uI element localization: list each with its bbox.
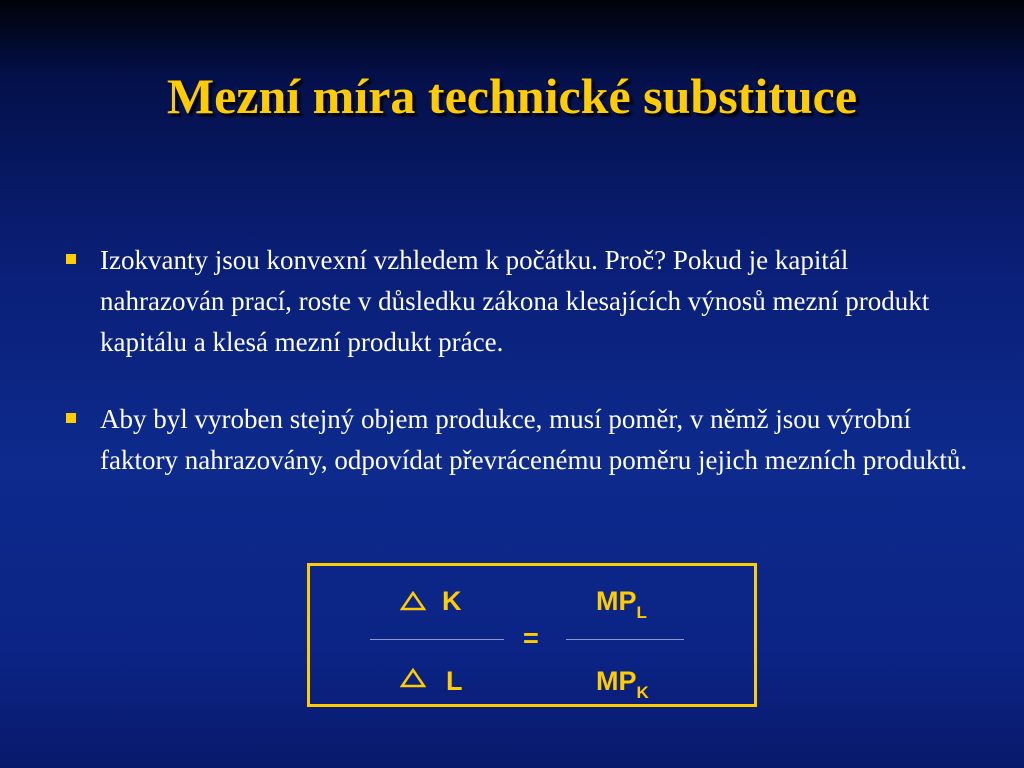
bullet-item — [62, 399, 972, 481]
bullet-text: Aby byl vyroben stejný objem produkce, musí poměr, v němž jsou výrobní faktory nahrazovány, odpovídat převrácenému poměru jejich mezních produktů. — [100, 404, 968, 475]
left-fraction-line — [370, 639, 504, 640]
formula-box — [307, 563, 757, 707]
square-bullet-icon — [66, 254, 76, 264]
bullet-list — [62, 240, 972, 517]
formula-equals: = — [523, 623, 539, 653]
bullet-item — [62, 240, 972, 363]
formula-right-denominator: $MP_K$ — [596, 666, 649, 702]
square-bullet-icon — [66, 413, 76, 423]
bullet-text: Izokvanty jsou konvexní vzhledem k počátku. Proč? Pokud je kapitál nahrazován prací, roste v důsledku zákona klesajících výnosů mezní produkt kapitálu a klesá mezní produkt práce. — [100, 245, 930, 357]
slide-title: Mezní míra technické substituce — [166, 68, 858, 124]
triangle-delta-icon — [400, 591, 426, 611]
right-fraction-line — [566, 639, 684, 640]
formula-right-numerator: $MP_L$ — [596, 586, 647, 622]
formula-left-denominator: L — [446, 666, 463, 696]
formula-left-numerator: K — [442, 586, 462, 616]
triangle-delta-icon — [400, 668, 426, 688]
